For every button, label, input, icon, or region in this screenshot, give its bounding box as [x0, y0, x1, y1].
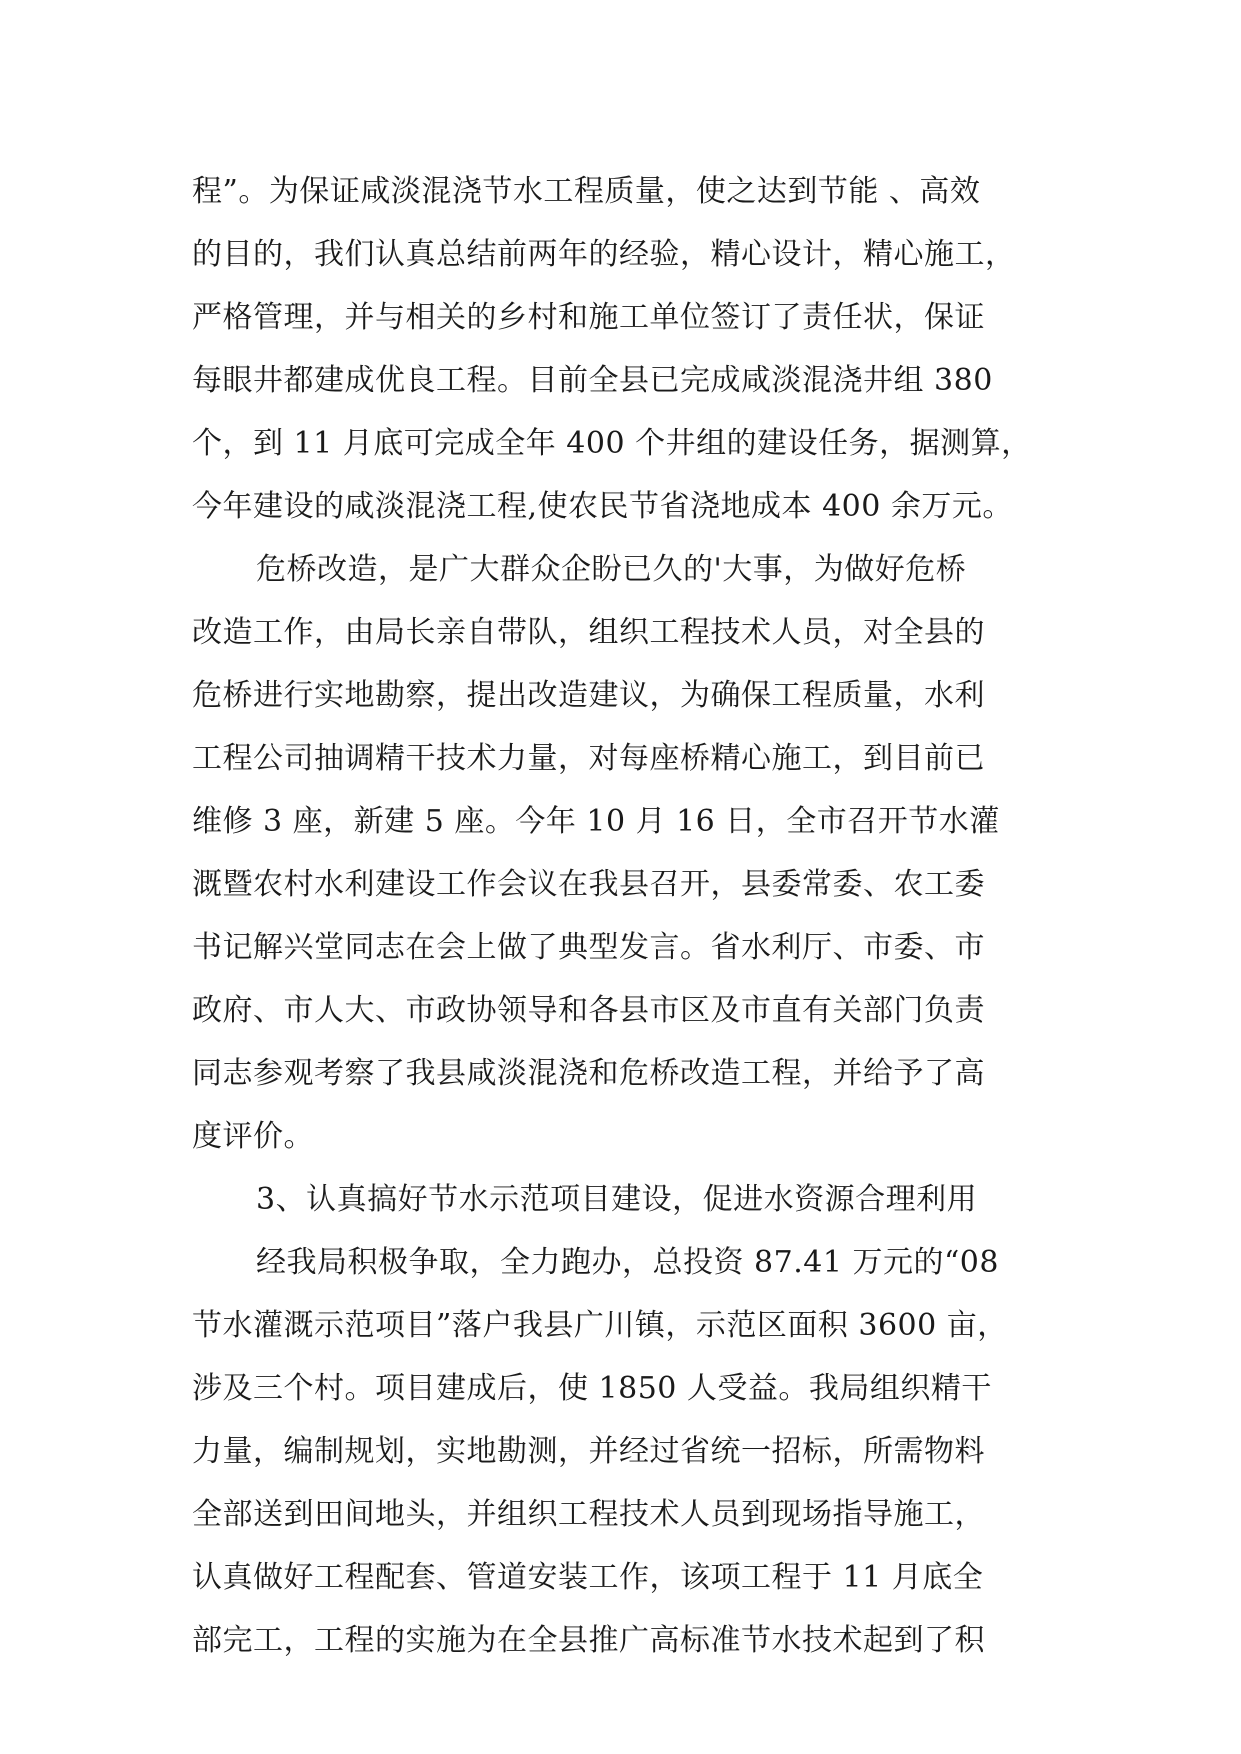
text-line: 工程公司抽调精干技术力量，对每座桥精心施工，到目前已	[192, 741, 985, 776]
body-text	[192, 160, 1052, 1672]
paragraph-start-line: 经我局积极争取，全力跑办，总投资 87.41 万元的“08	[256, 1245, 999, 1280]
text-line: 的目的，我们认真总结前两年的经验，精心设计，精心施工，	[192, 237, 1016, 272]
text-line: 改造工作，由局长亲自带队，组织工程技术人员，对全县的	[192, 615, 985, 650]
text-line: 节水灌溉示范项目”落户我县广川镇，示范区面积 3600 亩，	[192, 1308, 1008, 1343]
text-line: 危桥进行实地勘察，提出改造建议，为确保工程质量，水利	[192, 678, 985, 713]
text-line: 认真做好工程配套、管道安装工作，该项工程于 11 月底全	[192, 1560, 984, 1595]
text-line: 程”。为保证咸淡混浇节水工程质量，使之达到节能 、高效	[192, 174, 981, 209]
section-heading: 3、认真搞好节水示范项目建设，促进水资源合理利用	[256, 1182, 978, 1217]
text-line: 全部送到田间地头，并组织工程技术人员到现场指导施工，	[192, 1497, 985, 1532]
text-line: 维修 3 座，新建 5 座。今年 10 月 16 日，全市召开节水灌	[192, 804, 1000, 839]
text-line: 力量，编制规划，实地勘测，并经过省统一招标，所需物料	[192, 1434, 985, 1469]
text-line: 度评价。	[192, 1119, 314, 1154]
text-line: 部完工，工程的实施为在全县推广高标准节水技术起到了积	[192, 1623, 985, 1658]
text-line: 每眼井都建成优良工程。目前全县已完成咸淡混浇井组 380	[192, 363, 993, 398]
text-line: 涉及三个村。项目建成后，使 1850 人受益。我局组织精干	[192, 1371, 992, 1406]
text-line: 书记解兴堂同志在会上做了典型发言。省水利厅、市委、市	[192, 930, 985, 965]
text-line: 溉暨农村水利建设工作会议在我县召开，县委常委、农工委	[192, 867, 985, 902]
text-line: 严格管理，并与相关的乡村和施工单位签订了责任状，保证	[192, 300, 985, 335]
text-line: 今年建设的咸淡混浇工程,使农民节省浇地成本 400 余万元。	[192, 489, 1013, 524]
text-line: 个，到 11 月底可完成全年 400 个井组的建设任务，据测算，	[192, 426, 1032, 461]
paragraph-start-line: 危桥改造，是广大群众企盼已久的'大事，为做好危桥	[256, 552, 967, 587]
text-line: 政府、市人大、市政协领导和各县市区及市直有关部门负责	[192, 993, 985, 1028]
text-line: 同志参观考察了我县咸淡混浇和危桥改造工程，并给予了高	[192, 1056, 985, 1091]
